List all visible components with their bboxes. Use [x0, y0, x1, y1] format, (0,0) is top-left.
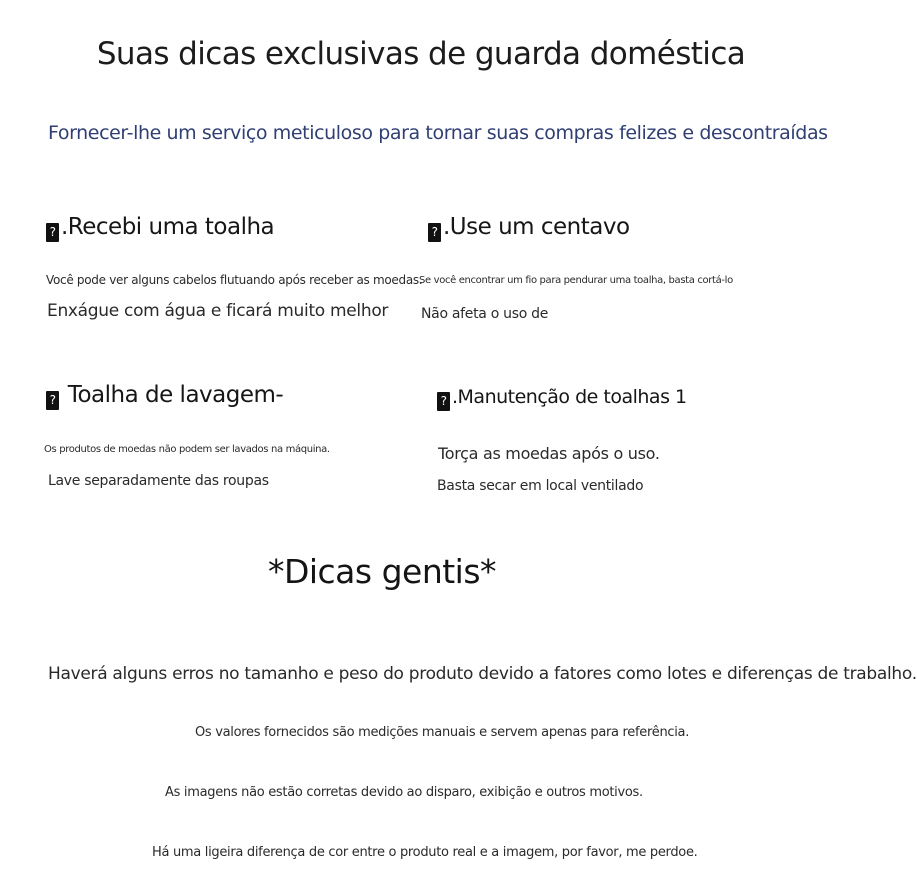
page-subtitle: Fornecer-lhe um serviço meticuloso para tornar suas compras felizes e descontraídas [48, 122, 828, 144]
gentle-note: Haverá alguns erros no tamanho e peso do produto devido a fatores como lotes e diferenças de trabalho. [48, 664, 917, 684]
tip-heading-maintenance [437, 386, 687, 411]
tip-heading-use-penny [428, 214, 630, 242]
tip-text: Enxágue com água e ficará muito melhor [47, 301, 389, 321]
tip-text: Torça as moedas após o uso. [438, 444, 660, 463]
tip-heading-towel-received [46, 214, 274, 242]
tip-heading-text: .Manutenção de toalhas 1 [452, 386, 687, 408]
gentle-note: Há uma ligeira diferença de cor entre o produto real e a imagem, por favor, me perdoe. [152, 845, 698, 860]
tip-number-badge: ? [437, 392, 450, 411]
tip-number-badge: ? [46, 223, 59, 242]
tip-heading-text: Toalha de lavagem- [61, 382, 284, 408]
tip-number-badge: ? [428, 223, 441, 242]
tip-text: Basta secar em local ventilado [437, 478, 644, 494]
gentle-note: As imagens não estão corretas devido ao disparo, exibição e outros motivos. [165, 785, 643, 800]
gentle-tips-title: *Dicas gentis* [267, 552, 497, 591]
tip-heading-washing [46, 382, 283, 410]
tip-text: Não afeta o uso de [421, 306, 549, 322]
tip-heading-text: .Recebi uma toalha [61, 214, 275, 240]
gentle-note: Os valores fornecidos são medições manuais e servem apenas para referência. [195, 725, 690, 740]
tip-text: Você pode ver alguns cabelos flutuando após receber as moedas. [46, 273, 423, 287]
tip-heading-text: .Use um centavo [443, 214, 630, 240]
page-title: Suas dicas exclusivas de guarda doméstica [96, 36, 746, 72]
tip-number-badge: ? [46, 391, 59, 410]
tip-text: Se você encontrar um fio para pendurar uma toalha, basta cortá-lo [419, 275, 733, 286]
tip-text: Os produtos de moedas não podem ser lavados na máquina. [44, 444, 330, 455]
tip-text: Lave separadamente das roupas [48, 473, 269, 489]
